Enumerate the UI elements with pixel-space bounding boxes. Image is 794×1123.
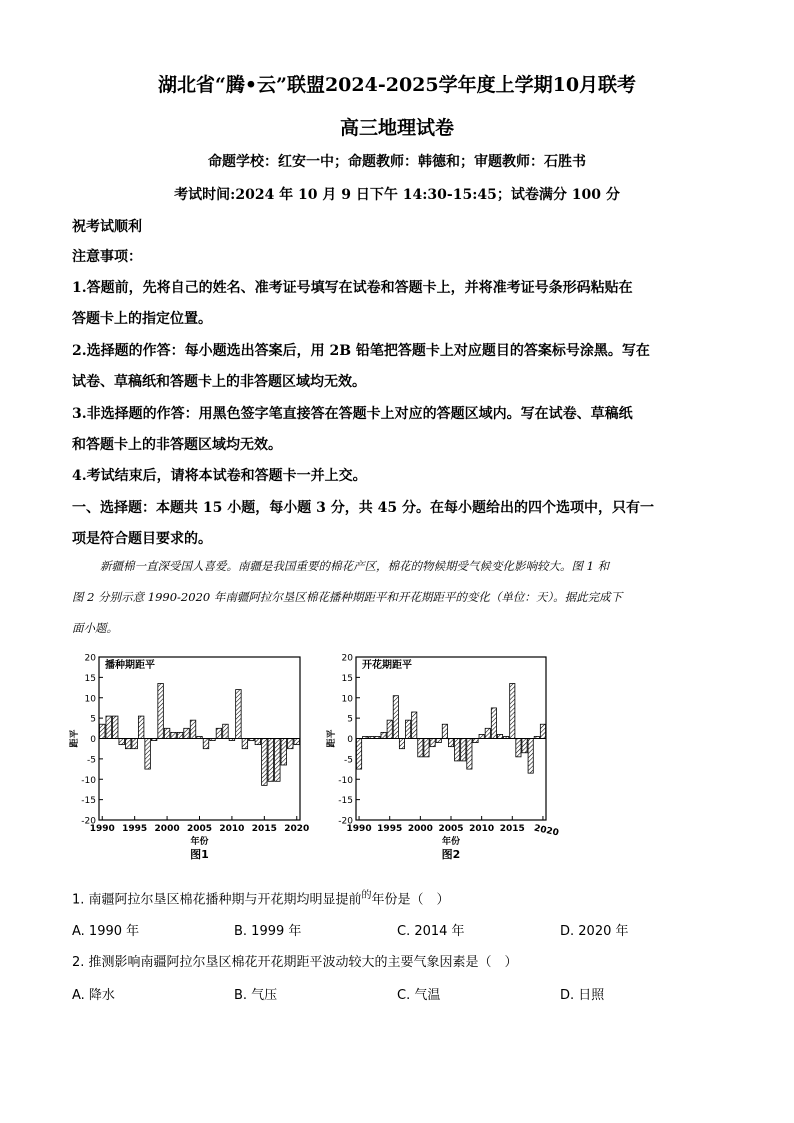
passage-line: 面小题。 [72, 621, 118, 635]
y-tick-label: 10 [341, 694, 353, 705]
notice-line: 和答题卡上的非答题区域均无效。 [72, 437, 282, 453]
x-tick-label: 1990 [346, 824, 372, 834]
charts-figure [0, 645, 794, 875]
x-tick-label: 1995 [377, 824, 403, 834]
bar [275, 739, 281, 782]
bar [510, 683, 515, 738]
x-axis-label: 年份 [190, 837, 209, 847]
bar [448, 739, 453, 747]
bar [485, 728, 490, 738]
y-tick-label: 15 [84, 673, 96, 684]
x-tick-label: 2020 [533, 823, 560, 839]
bar [436, 739, 441, 743]
bar [99, 724, 105, 738]
x-tick-label: 2000 [154, 824, 180, 834]
bar [399, 739, 404, 749]
x-tick-label: 2020 [284, 824, 310, 834]
bar [540, 724, 545, 738]
q1-option-a: A. 1990 年 [72, 924, 140, 939]
question-2-stem: 2. 推测影响南疆阿拉尔垦区棉花开花期距平波动较大的主要气象因素是（ ） [72, 955, 518, 970]
y-tick-label: -15 [81, 796, 96, 807]
flowering-anomaly-chart [325, 654, 560, 862]
bar [112, 716, 118, 738]
bar [138, 716, 144, 738]
y-axis-label: 距平 [70, 729, 80, 748]
y-tick-label: 15 [341, 673, 353, 684]
exam-subtitle: 高三地理试卷 [339, 117, 454, 139]
exam-info: 考试时间:2024 年 10 月 9 日下午 14:30-15:45；试卷满分 100 分 [174, 187, 620, 203]
q1-option-d: D. 2020 年 [560, 924, 629, 939]
bar [223, 724, 229, 738]
bar [522, 739, 527, 753]
chart-title: 开花期距平 [362, 660, 412, 671]
y-axis-label: 距平 [327, 729, 337, 748]
y-tick-label: 20 [341, 653, 353, 664]
bar [467, 739, 472, 770]
passage-line: 图 2 分别示意 1990-2020 年南疆阿拉尔垦区棉花播种期距平和开花期距平的变化（单位：天）。据此完成下 [72, 590, 623, 604]
bar [158, 683, 164, 738]
y-tick-label: 10 [84, 694, 96, 705]
q1-option-b: B. 1999 年 [234, 924, 302, 939]
y-tick-label: 20 [84, 653, 96, 664]
y-tick-label: 0 [347, 735, 353, 745]
question-1-mark: 的 [361, 890, 372, 901]
notice-line: 试卷、草稿纸和答题卡上的非答题区域均无效。 [72, 374, 366, 390]
figure-caption: 图1 [190, 848, 209, 861]
x-tick-label: 2010 [219, 824, 245, 834]
notice-line: 3.非选择题的作答：用黑色签字笔直接答在答题卡上对应的答题区域内。写在试卷、草稿纸 [72, 406, 633, 422]
q2-option-c: C. 气温 [397, 988, 441, 1003]
bar [356, 739, 361, 770]
bar [242, 739, 248, 749]
bar [528, 739, 533, 774]
question-1 [72, 886, 450, 907]
notice-heading: 注意事项： [72, 249, 142, 265]
bar [203, 739, 209, 749]
bar [190, 720, 196, 738]
exam-title: 湖北省“腾•云”联盟2024-2025学年度上学期10月联考 [157, 74, 637, 96]
bar [171, 732, 177, 738]
q2-option-a: A. 降水 [72, 988, 115, 1003]
x-tick-label: 2015 [499, 824, 525, 834]
bar [216, 728, 222, 738]
bar [119, 739, 125, 745]
notice-line: 4.考试结束后，请将本试卷和答题卡一并上交。 [72, 468, 367, 484]
bar [497, 734, 502, 738]
bar [294, 739, 300, 745]
bar [177, 732, 183, 738]
bar [236, 690, 242, 739]
x-tick-label: 2010 [469, 824, 495, 834]
bar [412, 712, 417, 738]
q2-option-b: B. 气压 [234, 988, 278, 1003]
bar [145, 739, 151, 770]
bar [255, 739, 261, 745]
bar [387, 720, 392, 738]
y-tick-label: -20 [81, 816, 96, 827]
x-tick-label: 1990 [89, 824, 115, 834]
x-axis-label: 年份 [441, 837, 461, 847]
y-tick-label: -20 [338, 816, 353, 827]
y-tick-label: -15 [338, 796, 353, 807]
y-tick-label: -10 [81, 775, 96, 786]
q2-option-d: D. 日照 [560, 988, 605, 1003]
bar [268, 739, 274, 782]
x-tick-label: 2000 [407, 824, 433, 834]
bar [418, 739, 423, 757]
x-tick-label: 2005 [438, 824, 464, 834]
bar [442, 724, 447, 738]
y-tick-label: 5 [347, 714, 353, 725]
bar [288, 739, 294, 749]
bar [473, 739, 478, 743]
bar [491, 708, 496, 739]
bar [125, 739, 131, 749]
bar [106, 716, 112, 738]
greeting: 祝考试顺利 [72, 219, 142, 235]
notice-line: 答题卡上的指定位置。 [72, 311, 212, 327]
y-tick-label: -10 [338, 775, 353, 786]
section-heading: 一、选择题：本题共 15 小题，每小题 3 分，共 45 分。在每小题给出的四个选项中，只有一 [72, 500, 654, 516]
y-tick-label: 5 [90, 714, 96, 725]
notice-line: 2.选择题的作答：每小题选出答案后，用 2B 铅笔把答题卡上对应题目的答案标号涂黑。写在 [72, 343, 650, 359]
question-1-stem-tail: 年份是（ ） [371, 892, 450, 908]
x-tick-label: 1995 [122, 824, 148, 834]
bar [164, 728, 170, 738]
x-tick-label: 2015 [251, 824, 277, 834]
bar [381, 732, 386, 738]
chart-title: 播种期距平 [105, 660, 155, 671]
bar [424, 739, 429, 757]
x-tick-label: 2005 [186, 824, 213, 834]
exam-authors: 命题学校：红安一中；命题教师：韩德和；审题教师：石胜书 [208, 154, 586, 170]
bar [184, 728, 190, 738]
bar [262, 739, 268, 786]
figure-caption: 图2 [441, 848, 461, 861]
question-1-stem: 1. 南疆阿拉尔垦区棉花播种期与开花期均明显提前 [72, 892, 362, 908]
bar [393, 696, 398, 739]
y-tick-label: -5 [344, 755, 353, 766]
bar [516, 739, 521, 757]
bar [479, 734, 484, 738]
notice-line: 1.答题前，先将自己的姓名、准考证号填写在试卷和答题卡上，并将准考证号条形码粘贴在 [72, 280, 633, 296]
bar [405, 720, 410, 738]
sowing-anomaly-chart [68, 654, 309, 862]
passage-line: 新疆棉一直深受国人喜爱。南疆是我国重要的棉花产区，棉花的物候期受气候变化影响较大。图 1 和 [100, 559, 610, 573]
bar [455, 739, 460, 761]
q1-option-c: C. 2014 年 [397, 924, 465, 939]
y-tick-label: -5 [87, 755, 96, 766]
bar [430, 739, 435, 747]
y-tick-label: 0 [90, 735, 96, 745]
bar [281, 739, 287, 765]
bar [461, 739, 466, 761]
bar [132, 739, 138, 749]
section-heading-cont: 项是符合题目要求的。 [72, 531, 212, 547]
